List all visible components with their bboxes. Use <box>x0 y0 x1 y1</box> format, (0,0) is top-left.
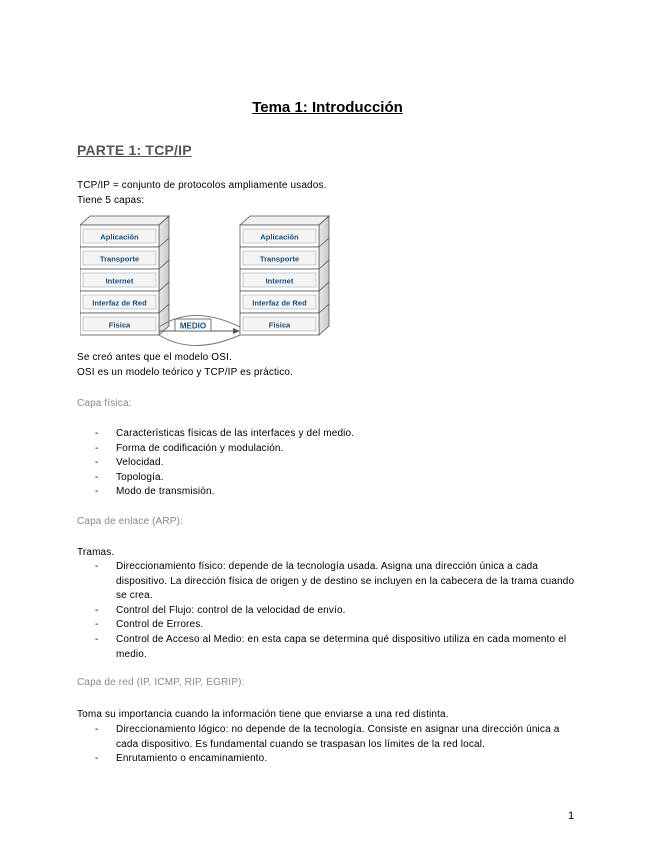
list-item: - Control del Flujo: control de la velocidad de envío. <box>95 604 583 619</box>
list-item: - Direccionamiento lógico: no depende de la tecnología. Consiste en asignar una dirección única a cada dispositivo. Es fundamental cuando se traspasan los límites de la red local. <box>95 723 583 752</box>
section-heading-capa-enlace: Capa de enlace (ARP): <box>77 516 183 527</box>
tcpip-stack-diagram <box>80 208 335 348</box>
list-item: - Control de Acceso al Medio: en esta capa se determina qué dispositivo utiliza en cada momento el medio. <box>95 633 583 662</box>
medium-connector <box>159 316 240 346</box>
page-number: 1 <box>568 810 575 822</box>
intro-text <box>77 178 327 208</box>
list-capa-fisica <box>95 427 354 500</box>
lead-text: Toma su importancia cuando la información tiene que enviarse a una red distinta. <box>77 709 449 720</box>
list-item: - Control de Errores. <box>95 618 583 633</box>
lead-text: Tramas. <box>77 547 115 558</box>
left-stack <box>80 216 169 335</box>
layer-label: Física <box>108 320 131 330</box>
stack-side-face <box>159 216 169 335</box>
text-line: OSI es un modelo teórico y TCP/IP es práctico. <box>77 367 294 378</box>
section-heading-capa-red: Capa de red (IP, ICMP, RIP, EGRIP): <box>77 677 245 688</box>
page-title: Tema 1: Introducción <box>252 99 403 116</box>
layer-label: Interfaz de Red <box>92 298 147 308</box>
section-heading-capa-fisica: Capa física: <box>77 398 132 409</box>
layer-label: Física <box>268 320 291 330</box>
intro-line: TCP/IP = conjunto de protocolos ampliamente usados. <box>77 180 327 191</box>
list-item: - Velocidad. <box>95 456 354 471</box>
layer-label: Internet <box>265 276 294 286</box>
layer-label: Aplicación <box>100 232 139 242</box>
layer-label: Transporte <box>259 254 300 264</box>
layer-label: Internet <box>105 276 134 286</box>
list-capa-enlace <box>95 560 583 662</box>
stack-side-face <box>319 216 329 335</box>
intro-line: Tiene 5 capas: <box>77 195 145 206</box>
after-diagram-text <box>77 350 293 380</box>
layer-label: Transporte <box>99 254 140 264</box>
list-item: - Forma de codificación y modulación. <box>95 442 354 457</box>
medium-label: MEDIO <box>179 321 207 331</box>
layer-label: Interfaz de Red <box>252 298 307 308</box>
list-item: - Características físicas de las interfaces y del medio. <box>95 427 354 442</box>
stack-top-face <box>240 216 329 225</box>
right-stack <box>240 216 329 335</box>
list-item: - Topología. <box>95 471 354 486</box>
part-heading: PARTE 1: TCP/IP <box>77 142 192 158</box>
list-item: - Enrutamiento o encaminamiento. <box>95 752 583 767</box>
text-line: Se creó antes que el modelo OSI. <box>77 352 232 363</box>
list-item: - Modo de transmisión. <box>95 485 354 500</box>
list-capa-red <box>95 723 583 767</box>
stack-top-face <box>80 216 169 225</box>
list-item: - Direccionamiento físico: depende de la tecnología usada. Asigna una dirección única a cada dispositivo. La dirección física de origen y de destino se incluyen en la cabecera de la trama cuando se crea. <box>95 560 583 604</box>
layer-label: Aplicación <box>260 232 299 242</box>
